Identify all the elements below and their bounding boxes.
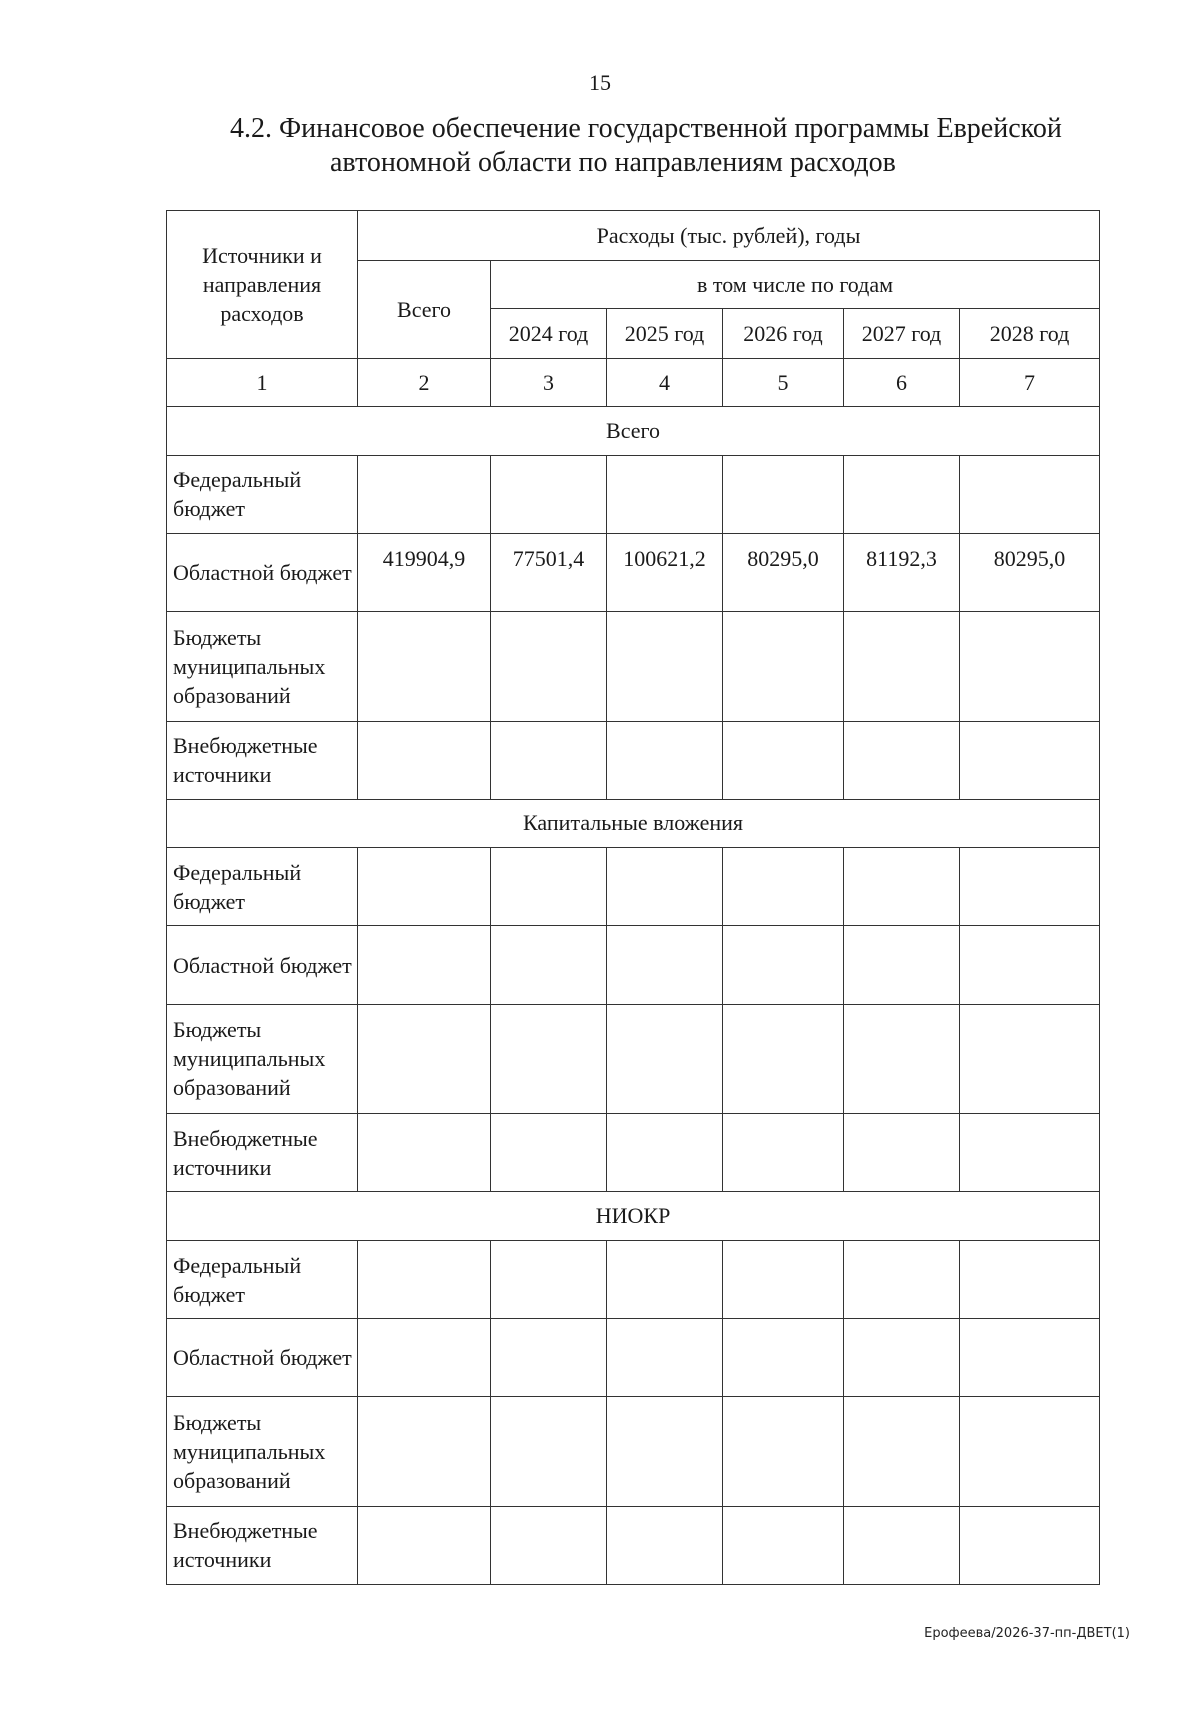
value-cell: [491, 1397, 607, 1507]
value-cell: [723, 611, 844, 721]
value-cell: [960, 1114, 1100, 1192]
value-cell: [960, 926, 1100, 1004]
column-number: 6: [844, 359, 960, 407]
column-number: 1: [167, 359, 358, 407]
table-row: [167, 1506, 1100, 1584]
value-cell: [607, 1004, 723, 1114]
value-cell: [844, 455, 960, 533]
value-cell: [844, 1397, 960, 1507]
table-row: [167, 455, 1100, 533]
value-cell: 81192,3: [844, 533, 960, 611]
table-row: [167, 1004, 1100, 1114]
value-cell: 100621,2: [607, 533, 723, 611]
header-by-years: в том числе по годам: [491, 261, 1100, 309]
value-cell: [491, 1319, 607, 1397]
value-cell: [723, 1240, 844, 1318]
value-cell: [491, 1114, 607, 1192]
table-row: [167, 1114, 1100, 1192]
table-row: [167, 1240, 1100, 1318]
value-cell: [960, 455, 1100, 533]
value-cell: [607, 1397, 723, 1507]
header-year: 2025 год: [607, 309, 723, 359]
value-cell: [607, 611, 723, 721]
row-label: Бюджеты муниципальных образований: [167, 611, 358, 721]
value-cell: [607, 1114, 723, 1192]
value-cell: [491, 848, 607, 926]
value-cell: [844, 721, 960, 799]
value-cell: [607, 1319, 723, 1397]
column-number: 5: [723, 359, 844, 407]
row-label: Внебюджетные источники: [167, 721, 358, 799]
value-cell: [491, 1506, 607, 1584]
row-label: Внебюджетные источники: [167, 1506, 358, 1584]
value-cell: [607, 455, 723, 533]
row-label: Внебюджетные источники: [167, 1114, 358, 1192]
value-cell: [358, 721, 491, 799]
table-row: [167, 848, 1100, 926]
section-title: Капитальные вложения: [167, 799, 1100, 848]
value-cell: [960, 848, 1100, 926]
row-label: Бюджеты муниципальных образований: [167, 1397, 358, 1507]
value-cell: [960, 721, 1100, 799]
header-year: 2024 год: [491, 309, 607, 359]
value-cell: [960, 1397, 1100, 1507]
value-cell: [960, 1240, 1100, 1318]
value-cell: [358, 1114, 491, 1192]
header-total: Всего: [358, 261, 491, 359]
value-cell: [358, 926, 491, 1004]
value-cell: [491, 926, 607, 1004]
header-expenses: Расходы (тыс. рублей), годы: [358, 211, 1100, 261]
header-year: 2026 год: [723, 309, 844, 359]
row-label: Областной бюджет: [167, 926, 358, 1004]
value-cell: [844, 848, 960, 926]
header-year: 2027 год: [844, 309, 960, 359]
value-cell: [607, 1240, 723, 1318]
value-cell: 80295,0: [960, 533, 1100, 611]
value-cell: 77501,4: [491, 533, 607, 611]
document-reference: Ерофеева/2026-37-пп-ДВЕТ(1): [924, 1626, 1130, 1641]
value-cell: [960, 1319, 1100, 1397]
value-cell: [358, 1397, 491, 1507]
value-cell: [358, 1506, 491, 1584]
column-number: 2: [358, 359, 491, 407]
column-number: 4: [607, 359, 723, 407]
title-line-2: автономной области по направлениям расходов: [330, 147, 896, 178]
value-cell: [723, 1319, 844, 1397]
value-cell: [607, 926, 723, 1004]
value-cell: [723, 926, 844, 1004]
value-cell: [358, 611, 491, 721]
value-cell: [844, 926, 960, 1004]
value-cell: [723, 1004, 844, 1114]
table-row: [167, 926, 1100, 1004]
value-cell: [358, 1319, 491, 1397]
table-row: [167, 1319, 1100, 1397]
value-cell: [491, 611, 607, 721]
row-label: Областной бюджет: [167, 533, 358, 611]
value-cell: [491, 1240, 607, 1318]
value-cell: [607, 721, 723, 799]
financing-table: [166, 210, 1100, 1585]
value-cell: [607, 1506, 723, 1584]
header-sources: Источники и направления расходов: [167, 211, 358, 359]
value-cell: [358, 848, 491, 926]
value-cell: [960, 1004, 1100, 1114]
value-cell: [844, 1319, 960, 1397]
value-cell: [358, 1240, 491, 1318]
value-cell: [844, 1240, 960, 1318]
value-cell: [491, 721, 607, 799]
value-cell: 419904,9: [358, 533, 491, 611]
section-title: НИОКР: [167, 1192, 1100, 1241]
title-line-1: 4.2. Финансовое обеспечение государственной программы Еврейской: [230, 113, 1062, 144]
value-cell: [358, 1004, 491, 1114]
value-cell: [844, 1004, 960, 1114]
value-cell: [960, 611, 1100, 721]
value-cell: [723, 1114, 844, 1192]
value-cell: [723, 721, 844, 799]
row-label: Федеральный бюджет: [167, 848, 358, 926]
header-year: 2028 год: [960, 309, 1100, 359]
value-cell: [844, 611, 960, 721]
table-row: [167, 721, 1100, 799]
value-cell: [960, 1506, 1100, 1584]
value-cell: [491, 1004, 607, 1114]
page-title: [230, 112, 1130, 180]
row-label: Федеральный бюджет: [167, 1240, 358, 1318]
section-title: Всего: [167, 407, 1100, 456]
page-number: 15: [589, 70, 611, 95]
value-cell: [723, 848, 844, 926]
column-number: 7: [960, 359, 1100, 407]
value-cell: [844, 1506, 960, 1584]
value-cell: [844, 1114, 960, 1192]
value-cell: [358, 455, 491, 533]
table-row: [167, 533, 1100, 611]
value-cell: [723, 1397, 844, 1507]
value-cell: [491, 455, 607, 533]
value-cell: [607, 848, 723, 926]
value-cell: 80295,0: [723, 533, 844, 611]
row-label: Федеральный бюджет: [167, 455, 358, 533]
row-label: Бюджеты муниципальных образований: [167, 1004, 358, 1114]
column-number: 3: [491, 359, 607, 407]
table-row: [167, 1397, 1100, 1507]
table-row: [167, 611, 1100, 721]
value-cell: [723, 1506, 844, 1584]
row-label: Областной бюджет: [167, 1319, 358, 1397]
value-cell: [723, 455, 844, 533]
